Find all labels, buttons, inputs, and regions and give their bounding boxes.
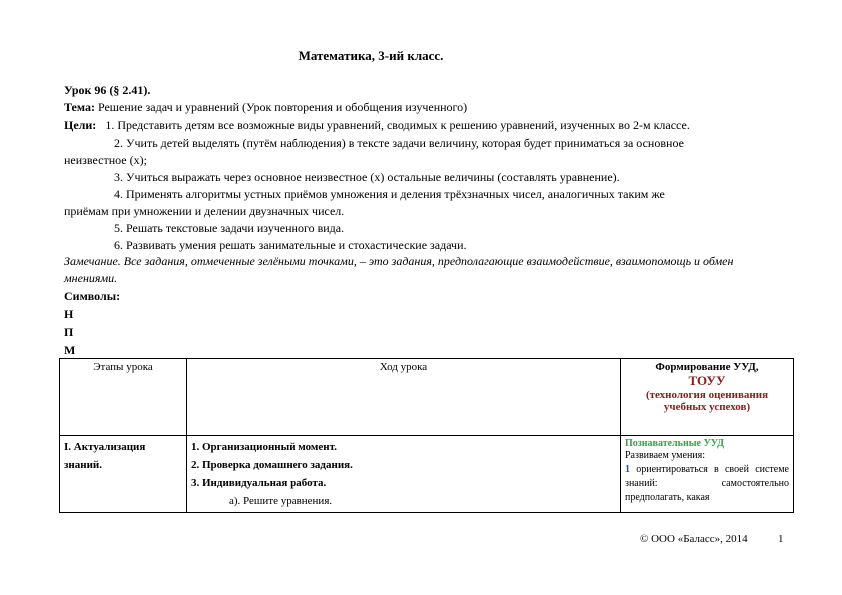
footer-copyright: © ООО «Баласс», 2014 <box>640 533 748 545</box>
row1-uud-num: 1 <box>625 464 630 475</box>
row1-uud-item <box>625 463 789 505</box>
header-stages: Этапы урока <box>60 359 187 436</box>
topic-line <box>64 100 467 115</box>
header-toou: ТОУУ <box>688 373 726 388</box>
goal-1: 1. Представить детям все возможные виды уравнений, сводимых к решению уравнений, изученных во 2-м классе. <box>105 118 690 132</box>
goal-6: 6. Развивать умения решать занимательные и стохастические задачи. <box>114 238 467 252</box>
symbol-p: П <box>64 325 74 339</box>
row1-step-3: 3. Индивидуальная работа. <box>191 477 327 489</box>
topic-label: Тема: <box>64 100 95 114</box>
header-toou-sub: (технология оценивания учебных успехов) <box>645 389 769 413</box>
table-header-row <box>60 359 794 436</box>
row1-step-2: 2. Проверка домашнего задания. <box>191 459 353 471</box>
header-uud <box>621 359 794 436</box>
goals-line-1 <box>64 118 690 133</box>
table-row <box>60 436 794 513</box>
row1-uud-dev: Развиваем умения: <box>625 450 706 461</box>
row1-step-1: 1. Организационный момент. <box>191 441 337 453</box>
lesson-number: Урок 96 (§ 2.41). <box>64 83 151 97</box>
goal-2-cont: неизвестное (x); <box>64 153 147 167</box>
goal-3: 3. Учиться выражать через основное неизвестное (x) остальные величины (составлять уравнение). <box>114 170 620 184</box>
lesson-table <box>59 358 794 513</box>
page-number: 1 <box>778 533 784 545</box>
symbol-n: Н <box>64 307 74 321</box>
topic-text: Решение задач и уравнений (Урок повторения и обобщения изученного) <box>97 100 468 114</box>
row1-task: а). Решите уравнения. <box>229 495 333 507</box>
row1-stage: I. Актуализация знаний. <box>64 441 146 471</box>
row1-uud-text: ориентироваться в своей системе знаний: самостоятельно предполагать, какая <box>625 464 789 503</box>
symbols-label: Символы: <box>64 289 121 303</box>
row1-uud-cell <box>621 436 794 513</box>
goal-4: 4. Применять алгоритмы устных приёмов умножения и деления трёхзначных чисел, аналогичных таким же <box>114 187 665 201</box>
goal-5: 5. Решать текстовые задачи изученного вида. <box>114 221 345 235</box>
row1-stage-cell <box>60 436 187 513</box>
goal-4-cont: приёмам при умножении и делении двузначных чисел. <box>64 204 345 218</box>
page-title: Математика, 3-ий класс. <box>298 48 444 63</box>
header-uud-title: Формирование УУД, <box>655 361 759 373</box>
row1-uud-head: Познавательные УУД <box>625 438 725 449</box>
row1-course-cell <box>187 436 621 513</box>
note: Замечание. Все задания, отмеченные зелёными точками, – это задания, предполагающие взаимодействие, взаимопомощь и обмен мнениями. <box>64 254 734 285</box>
header-course: Ход урока <box>187 359 621 436</box>
symbol-m: М <box>64 343 76 357</box>
goals-label: Цели: <box>64 118 97 132</box>
goal-2: 2. Учить детей выделять (путём наблюдения) в тексте задачи величину, которая будет приниматься за основное <box>114 136 684 150</box>
